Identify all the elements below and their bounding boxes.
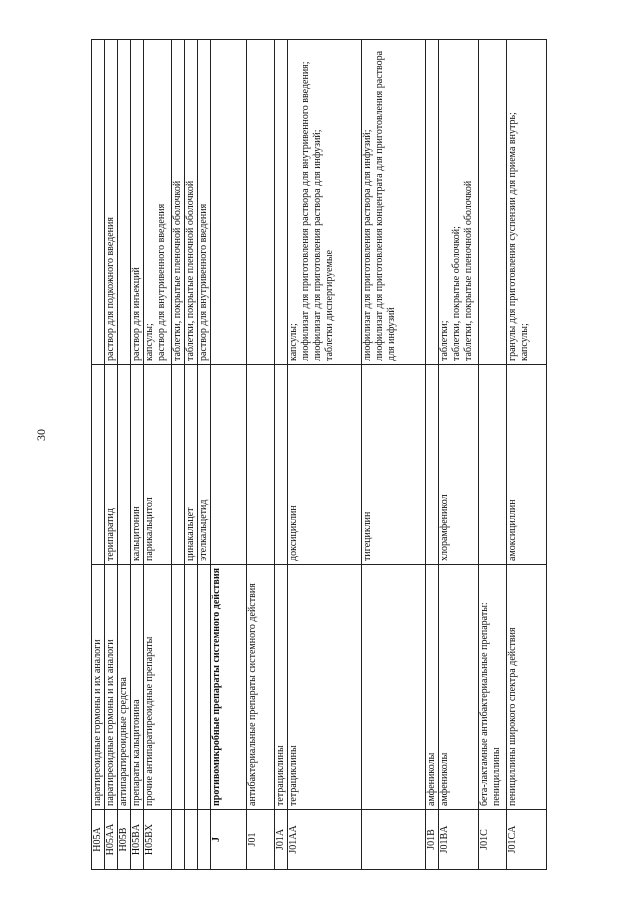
dosage-forms-cell: капсулы; лиофилизат для приготовления раствора для внутривенного введения; лиофилизат для приготовления раствора для инфузий; таблетки диспергируемые	[288, 40, 362, 365]
group-name-cell: паратиреоидные гормоны и их аналоги	[105, 565, 118, 810]
inn-cell	[275, 365, 288, 565]
inn-cell	[426, 365, 439, 565]
drug-table	[91, 39, 547, 870]
table-row	[105, 40, 118, 870]
atc-code-cell: J01CA	[507, 810, 547, 870]
dosage-forms-cell: раствор для инъекций	[131, 40, 144, 365]
page-number: 30	[34, 429, 48, 441]
atc-code-cell: J01	[247, 810, 275, 870]
group-name-cell: препараты кальцитонина	[131, 565, 144, 810]
dosage-forms-cell: капсулы; раствор для внутривенного введения	[144, 40, 172, 365]
inn-cell	[172, 365, 185, 565]
dosage-forms-cell: гранулы для приготовления суспензии для приема внутрь; капсулы;	[507, 40, 547, 365]
rotated-table-wrapper	[91, 40, 546, 870]
group-name-cell: тетрациклины	[275, 565, 288, 810]
atc-code-cell	[362, 810, 426, 870]
atc-code-cell: H05BA	[131, 810, 144, 870]
atc-code-cell	[198, 810, 211, 870]
inn-cell: кальцитонин	[131, 365, 144, 565]
table-row	[362, 40, 426, 870]
group-name-cell: противомикробные препараты системного действия	[211, 565, 247, 810]
group-name-cell: паратиреоидные гормоны и их аналоги	[92, 565, 105, 810]
atc-code-cell: H05AA	[105, 810, 118, 870]
atc-code-cell: H05B	[118, 810, 131, 870]
table-row	[131, 40, 144, 870]
table-row	[172, 40, 185, 870]
inn-cell: хлорамфеникол	[439, 365, 479, 565]
atc-code-cell	[185, 810, 198, 870]
dosage-forms-cell: таблетки; таблетки, покрытые оболочкой; таблетки, покрытые пленочной оболочкой	[439, 40, 479, 365]
inn-cell: амоксициллин	[507, 365, 547, 565]
table-row	[144, 40, 172, 870]
table-row	[247, 40, 275, 870]
inn-cell: доксициклин	[288, 365, 362, 565]
inn-cell	[92, 365, 105, 565]
group-name-cell: пенициллины широкого спектра действия	[507, 565, 547, 810]
table-row	[479, 40, 507, 870]
inn-cell: тигециклин	[362, 365, 426, 565]
table-row	[198, 40, 211, 870]
atc-code-cell: J01A	[275, 810, 288, 870]
dosage-forms-cell	[479, 40, 507, 365]
atc-code-cell: H05BX	[144, 810, 172, 870]
inn-cell	[479, 365, 507, 565]
dosage-forms-cell: раствор для подкожного введения	[105, 40, 118, 365]
table-row	[118, 40, 131, 870]
dosage-forms-cell: таблетки, покрытые пленочной оболочкой	[172, 40, 185, 365]
inn-cell: этелкальцетид	[198, 365, 211, 565]
inn-cell	[211, 365, 247, 565]
dosage-forms-cell	[118, 40, 131, 365]
group-name-cell: антибактериальные препараты системного действия	[247, 565, 275, 810]
group-name-cell: тетрациклины	[288, 565, 362, 810]
inn-cell	[118, 365, 131, 565]
atc-code-cell	[172, 810, 185, 870]
group-name-cell	[198, 565, 211, 810]
inn-cell: цинакальцет	[185, 365, 198, 565]
atc-code-cell: J	[211, 810, 247, 870]
dosage-forms-cell	[426, 40, 439, 365]
dosage-forms-cell: лиофилизат для приготовления раствора для инфузий; лиофилизат для приготовления концентрата для приготовления раствора для инфузий	[362, 40, 426, 365]
table-row	[92, 40, 105, 870]
table-row	[275, 40, 288, 870]
atc-code-cell: J01C	[479, 810, 507, 870]
table-row	[288, 40, 362, 870]
dosage-forms-cell: таблетки, покрытые пленочной оболочкой	[185, 40, 198, 365]
dosage-forms-cell	[275, 40, 288, 365]
drug-table-body	[92, 40, 547, 870]
group-name-cell: прочие антипаратиреоидные препараты	[144, 565, 172, 810]
group-name-cell: амфениколы	[439, 565, 479, 810]
table-row	[426, 40, 439, 870]
atc-code-cell: J01AA	[288, 810, 362, 870]
dosage-forms-cell	[247, 40, 275, 365]
inn-cell: парикальцитол	[144, 365, 172, 565]
table-row	[211, 40, 247, 870]
dosage-forms-cell: раствор для внутривенного введения	[198, 40, 211, 365]
group-name-cell: бета-лактамные антибактериальные препараты: пенициллины	[479, 565, 507, 810]
inn-cell: терипаратид	[105, 365, 118, 565]
group-name-cell	[172, 565, 185, 810]
atc-code-cell: J01BA	[439, 810, 479, 870]
table-row	[507, 40, 547, 870]
table-row	[185, 40, 198, 870]
group-name-cell: антипаратиреоидные средства	[118, 565, 131, 810]
table-row	[439, 40, 479, 870]
atc-code-cell: J01B	[426, 810, 439, 870]
dosage-forms-cell	[92, 40, 105, 365]
atc-code-cell: H05A	[92, 810, 105, 870]
group-name-cell	[185, 565, 198, 810]
dosage-forms-cell	[211, 40, 247, 365]
group-name-cell	[362, 565, 426, 810]
group-name-cell: амфениколы	[426, 565, 439, 810]
inn-cell	[247, 365, 275, 565]
